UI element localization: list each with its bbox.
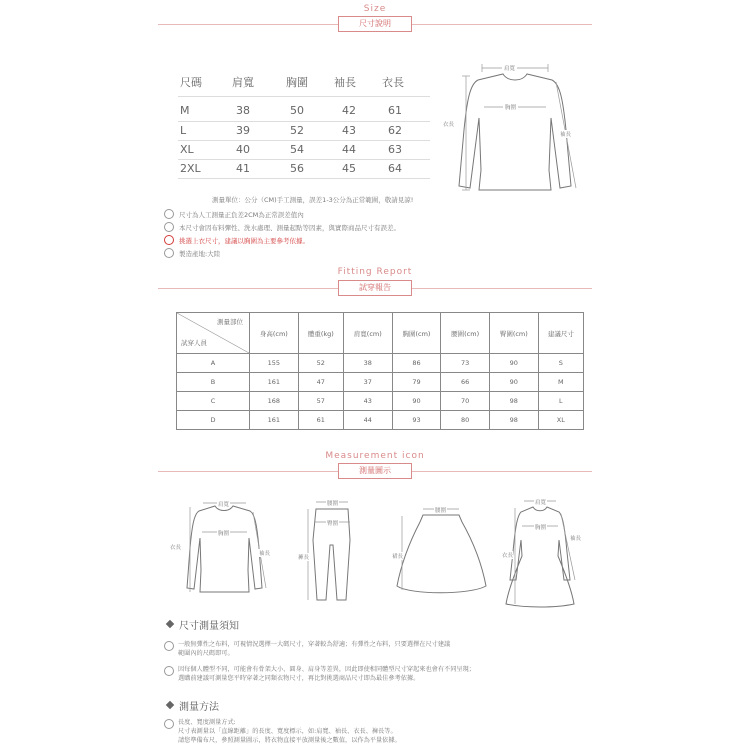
pants-hip-label: 臀圍	[327, 521, 339, 527]
fit-cell: 61	[298, 411, 343, 430]
note-line: 製造產地:大陸	[179, 250, 221, 258]
fitting-table	[176, 312, 584, 430]
measure-section-title: 測量圖示	[338, 463, 412, 479]
size-table-rule	[178, 159, 430, 160]
skirt-waist-label: 腰圍	[435, 508, 447, 514]
corner-bottom-label: 試穿人員	[181, 339, 207, 347]
fit-cell: 44	[343, 411, 392, 430]
fit-cell: 38	[343, 354, 392, 373]
size-cell: 50	[290, 104, 304, 117]
fit-cell: 52	[298, 354, 343, 373]
fit-cell: 168	[250, 392, 299, 411]
table-row	[177, 411, 584, 430]
size-section-title: 尺寸說明	[338, 16, 412, 32]
bullet-icon	[164, 641, 174, 651]
fit-cell: S	[538, 354, 583, 373]
divider	[412, 288, 592, 289]
size-section-english: Size	[363, 4, 387, 14]
pants-waist-label: 腰圍	[327, 501, 339, 507]
size-cell: 61	[388, 104, 402, 117]
skirt-length-label: 裙長	[392, 554, 404, 560]
notice-line: 選購前建議可測量您平時穿著之同類衣物尺寸，再比對挑選商品尺寸即為最佳參考依據。	[178, 675, 420, 682]
size-cell: 39	[236, 124, 250, 137]
dress-length-label: 衣長	[502, 553, 514, 559]
fit-cell: 37	[343, 373, 392, 392]
shoulder-label: 肩寬	[504, 66, 516, 72]
fit-cell: 90	[392, 392, 441, 411]
fitting-section-title: 試穿報告	[338, 280, 412, 296]
diamond-icon	[166, 701, 174, 709]
fit-cell: 98	[489, 411, 538, 430]
table-row	[177, 373, 584, 392]
size-header: 袖長	[334, 76, 356, 89]
fit-cell: L	[538, 392, 583, 411]
size-cell: 40	[236, 143, 250, 156]
size-cell: L	[180, 124, 187, 137]
note-line: 本尺寸會因布料彈性、洗水處理、測量起點等因素，與實際商品尺寸有誤差。	[179, 224, 400, 232]
fit-cell: 80	[441, 411, 490, 430]
dress-chest-label: 胸圍	[535, 525, 547, 531]
fit-cell: B	[177, 373, 250, 392]
table-row	[177, 354, 584, 373]
size-cell: 64	[388, 162, 402, 175]
divider	[412, 471, 592, 472]
size-table-rule	[178, 140, 430, 141]
fit-cell: 86	[392, 354, 441, 373]
size-notice-heading: 尺寸測量須知	[179, 621, 239, 632]
fit-header: 臀圍(cm)	[489, 313, 538, 354]
size-cell: 54	[290, 143, 304, 156]
size-cell: 63	[388, 143, 402, 156]
bullet-icon	[164, 666, 174, 676]
fit-cell: 47	[298, 373, 343, 392]
fit-cell: 79	[392, 373, 441, 392]
fitting-section-english: Fitting Report	[337, 267, 413, 277]
size-cell: 43	[342, 124, 356, 137]
size-cell: M	[180, 104, 190, 117]
bullet-icon	[164, 209, 174, 219]
fit-header: 肩寬(cm)	[343, 313, 392, 354]
fit-header: 身高(cm)	[250, 313, 299, 354]
method-line: 長度、寬度測量方式:	[178, 719, 236, 726]
measure-section-english: Measurement icon	[325, 451, 425, 461]
size-cell: XL	[180, 143, 194, 156]
fit-header: 腰圍(cm)	[441, 313, 490, 354]
fit-cell: 90	[489, 373, 538, 392]
bullet-icon	[164, 248, 174, 258]
fit-cell: A	[177, 354, 250, 373]
fit-cell: C	[177, 392, 250, 411]
fit-cell: 73	[441, 354, 490, 373]
bullet-icon	[164, 235, 174, 245]
chest-label: 胸圍	[505, 105, 517, 111]
size-cell: 41	[236, 162, 250, 175]
size-table-rule	[178, 121, 430, 122]
fit-cell: 57	[298, 392, 343, 411]
size-cell: 2XL	[180, 162, 201, 175]
shirt-length-label: 衣長	[170, 545, 182, 551]
method-line: 請您準備布尺，參照測量圖示，將衣物直接平放測量後之數值，以作為平量依據。	[178, 737, 401, 744]
fit-cell: M	[538, 373, 583, 392]
fit-cell: 161	[250, 373, 299, 392]
fit-header: 建議尺寸	[538, 313, 583, 354]
sleeve-label: 袖長	[560, 132, 572, 138]
fit-header: 體重(kg)	[298, 313, 343, 354]
fit-header: 胸圍(cm)	[392, 313, 441, 354]
size-cell: 56	[290, 162, 304, 175]
table-row	[177, 392, 584, 411]
size-cell: 38	[236, 104, 250, 117]
divider	[158, 24, 338, 25]
length-label: 衣長	[443, 122, 455, 128]
method-line: 尺寸表測量以「直線距離」的長度、寬度標示，如:肩寬、袖長、衣長、褲長等。	[178, 728, 397, 735]
size-cell: 62	[388, 124, 402, 137]
size-header: 尺碼	[180, 76, 202, 89]
size-table-rule	[178, 96, 430, 97]
divider	[158, 471, 338, 472]
shirt-sleeve-label: 袖長	[259, 551, 271, 557]
size-cell: 42	[342, 104, 356, 117]
corner-cell	[177, 313, 250, 354]
method-heading: 測量方法	[179, 702, 219, 713]
notice-line: 範圍內的尺碼即可。	[178, 650, 234, 657]
fit-cell: 70	[441, 392, 490, 411]
dress-sleeve-label: 袖長	[570, 536, 582, 542]
notice-line: 因每個人體型不同，可能會有骨架大小、圓身、肩身等差異，因此即使相同體型尺寸穿起來也會有不同呈現；	[178, 666, 475, 673]
fit-cell: 90	[489, 354, 538, 373]
fit-cell: 43	[343, 392, 392, 411]
note-line-highlight: 挑選上衣尺寸，建議以胸圍為主要參考依據。	[179, 237, 309, 245]
pants-length-label: 褲長	[298, 555, 310, 561]
corner-top-label: 測量部位	[217, 318, 243, 326]
notice-line: 一般無彈性之布料，可視情況選擇一大碼尺寸，穿著較為舒適；有彈性之布料，只要選擇在尺寸建議	[178, 641, 451, 648]
shirt-shoulder-label: 肩寬	[218, 502, 230, 508]
fit-cell: 66	[441, 373, 490, 392]
divider	[158, 288, 338, 289]
fit-cell: XL	[538, 411, 583, 430]
size-table-rule	[178, 178, 430, 179]
diamond-icon	[166, 620, 174, 628]
size-cell: 45	[342, 162, 356, 175]
bullet-icon	[164, 222, 174, 232]
fit-cell: 155	[250, 354, 299, 373]
divider	[412, 24, 592, 25]
bullet-icon	[164, 719, 174, 729]
fit-cell: 161	[250, 411, 299, 430]
size-cell: 52	[290, 124, 304, 137]
note-line: 尺寸為人工測量正負差2CM為正常誤差值內	[179, 211, 304, 219]
fit-cell: 93	[392, 411, 441, 430]
measure-unit-note: 測量單位：公分（CM)手工測量，誤差1-3公分為正常範圍，敬請見諒!	[212, 196, 414, 204]
shirt-chest-label: 胸圍	[218, 531, 230, 537]
dress-shoulder-label: 肩寬	[535, 500, 547, 506]
size-header: 肩寬	[232, 76, 254, 89]
size-header: 胸圍	[286, 76, 308, 89]
size-header: 衣長	[382, 76, 404, 89]
fit-cell: D	[177, 411, 250, 430]
size-cell: 44	[342, 143, 356, 156]
fit-cell: 98	[489, 392, 538, 411]
